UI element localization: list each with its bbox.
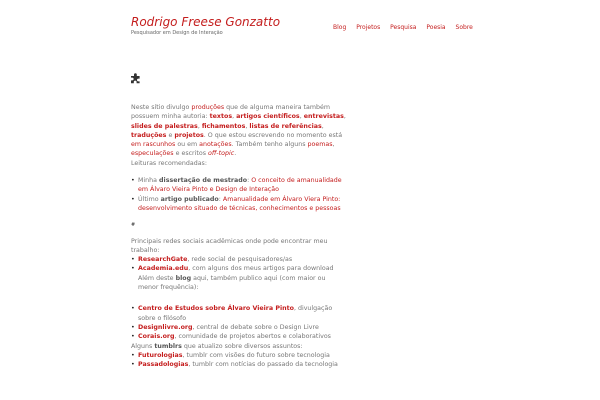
list-item: [138, 255, 346, 264]
list-item: [138, 332, 346, 341]
list-item-prefix: Minha: [138, 177, 160, 185]
tumblrs-text: que atualizo sobre diversos assuntos:: [181, 342, 303, 350]
link-slides[interactable]: slides de palestras: [131, 122, 198, 130]
list-item-text: , divulgação sobre o filósofo: [138, 305, 333, 322]
intro-text: . O que estou escrevendo no momento está: [203, 131, 343, 139]
academic-heading: Principais redes sociais acadêmicas onde pode encontrar meu trabalho:: [131, 237, 328, 254]
nav-sobre[interactable]: Sobre: [455, 24, 473, 31]
nav-pesquisa[interactable]: Pesquisa: [390, 24, 417, 31]
separator: ,: [245, 122, 250, 130]
separator: ,: [321, 122, 324, 130]
nav-poesia[interactable]: Poesia: [426, 24, 446, 31]
tumblrs-list: [131, 351, 346, 370]
link-poemas[interactable]: poemas: [307, 141, 333, 149]
link-fichamentos[interactable]: fichamentos: [201, 122, 246, 130]
intro-text: .: [234, 150, 237, 158]
list-item-text: , rede social de pesquisadores/as: [187, 256, 293, 264]
blog-text: aqui, também publico aqui (com maior ou menor frequência):: [138, 274, 326, 292]
link-textos[interactable]: textos: [209, 113, 233, 121]
list-item: [138, 323, 346, 332]
readings-list: [131, 176, 346, 213]
separator: ,: [299, 113, 304, 121]
link-artigos[interactable]: artigos científicos: [236, 113, 300, 121]
link-designlivre[interactable]: Designlivre.org: [138, 323, 193, 331]
intro-text: . Também tenho alguns: [231, 141, 308, 149]
intro-text: ou em: [175, 141, 200, 149]
list-item-text: , com alguns dos meus artigos para download: [188, 265, 334, 273]
link-offtopic[interactable]: [208, 150, 237, 158]
list-item-text: , tumblr com notícias do passado da tecnologia: [188, 361, 338, 369]
separator: :: [247, 177, 252, 185]
list-item: [138, 195, 346, 214]
link-anotacoes[interactable]: anotações: [199, 141, 232, 149]
link-academia[interactable]: Academia.edu: [138, 265, 189, 273]
nav-projetos[interactable]: Projetos: [356, 24, 381, 31]
link-researchgate[interactable]: ResearchGate: [138, 256, 188, 264]
link-passadologias[interactable]: Passadologias: [138, 361, 189, 369]
separator: ,: [343, 113, 346, 121]
list-item: [138, 351, 346, 360]
link-especulacoes[interactable]: especulações: [131, 150, 174, 158]
list-item: [138, 360, 346, 369]
offtopic-label: off-topic: [208, 150, 235, 158]
list-item: [138, 176, 346, 195]
link-futurologias[interactable]: Futurologias: [138, 351, 183, 359]
list-item-text: , tumblr com visões do futuro sobre tecnologia: [182, 351, 330, 359]
separator: ,: [197, 122, 202, 130]
puzzle-icon: [130, 72, 142, 84]
link-corais[interactable]: Corais.org: [138, 333, 175, 341]
main-content: [131, 103, 346, 369]
tumblrs-text: Alguns: [131, 342, 155, 350]
list-item-bold: artigo publicado: [160, 195, 219, 203]
link-artigo-publicado[interactable]: Amanualidade em Álvaro Viera Pinto: desenvolvimento situado de técnicas, conhecimentos e pessoas: [138, 195, 341, 212]
link-projetos[interactable]: projetos: [174, 131, 204, 139]
intro-text: e escritos: [173, 150, 208, 158]
separator: ,: [332, 141, 335, 149]
link-producoes[interactable]: produções: [191, 104, 225, 111]
link-dissertacao[interactable]: O conceito de amanualidade em Álvaro Vieira Pinto e Design de Interação: [138, 177, 342, 194]
readings-heading: Leituras recomendadas:: [131, 159, 207, 167]
list-item: [138, 264, 346, 273]
intro-text: que de alguma maneira também possuem minha autoria:: [131, 104, 331, 121]
tumblrs-bold: tumblrs: [154, 342, 182, 350]
intro-paragraph: [131, 103, 346, 159]
academic-list: [131, 255, 346, 274]
link-listas[interactable]: listas de referências: [249, 122, 322, 130]
link-entrevistas[interactable]: entrevistas: [303, 113, 344, 121]
intro-text: Neste sítio divulgo: [131, 104, 192, 111]
list-item-prefix: Último: [138, 195, 161, 203]
blog-text: Além deste: [138, 274, 176, 282]
blog-list: [131, 304, 346, 341]
list-item-bold: dissertação de mestrado: [159, 177, 248, 185]
blog-paragraph: [131, 274, 346, 293]
link-traducoes[interactable]: traduções: [131, 131, 167, 139]
site-tagline: Pesquisador em Design de Interação: [131, 30, 223, 36]
separator: :: [218, 195, 223, 203]
site-title[interactable]: Rodrigo Freese Gonzatto: [131, 15, 281, 29]
tumblrs-paragraph: [131, 342, 346, 351]
link-centro-estudos[interactable]: Centro de Estudos sobre Álvaro Vieira Pinto: [138, 305, 294, 313]
list-item-text: , comunidade de projetos abertos e colaborativos: [174, 333, 331, 341]
link-rascunhos[interactable]: em rascunhos: [131, 141, 176, 149]
intro-text: e: [166, 131, 175, 139]
separator: ,: [232, 113, 237, 121]
nav-blog[interactable]: Blog: [333, 24, 347, 31]
list-item: [138, 304, 346, 323]
list-item-text: , central de debate sobre o Design Livre: [192, 323, 319, 331]
blog-bold: blog: [175, 274, 192, 282]
hash-marker: #: [131, 222, 136, 229]
main-nav: [333, 24, 473, 31]
